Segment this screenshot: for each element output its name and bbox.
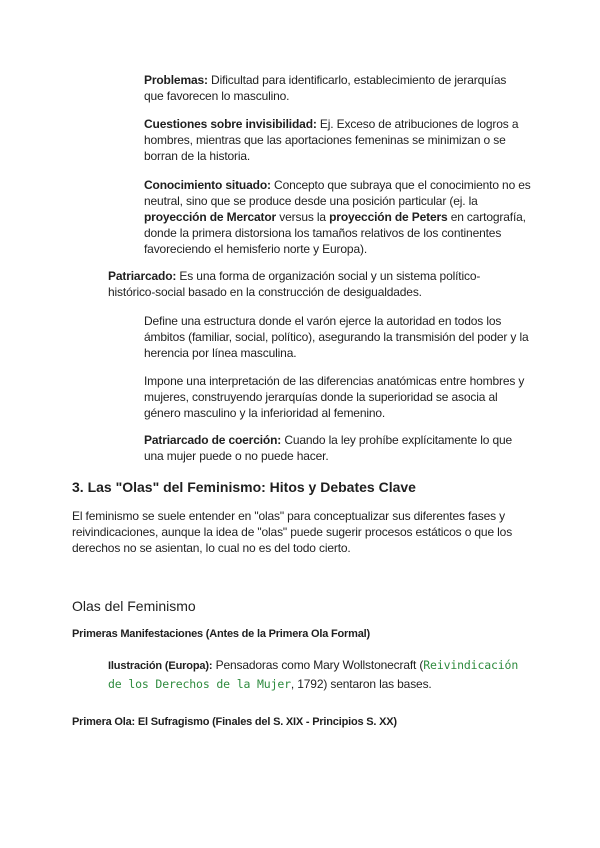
impone-paragraph xyxy=(144,373,530,421)
ilustracion-text-1: Pensadoras como Mary Wollstonecraft ( xyxy=(215,658,424,672)
define-paragraph xyxy=(144,313,530,361)
primeras-manifestaciones-title: Primeras Manifestaciones (Antes de la Primera Ola Formal) xyxy=(72,628,370,640)
problemas-text: Dificultad para identificarlo, establecimiento de jerarquías que favorecen lo masculino. xyxy=(144,73,507,103)
patriarcado-text: Es una forma de organización social y un sistema político-histórico-social basado en la construcción de desigualdades. xyxy=(108,269,481,299)
ilustracion-label: Ilustración (Europa): xyxy=(108,660,213,672)
cuestiones-text: Ej. Exceso de atribuciones de logros a hombres, mientras que las aportaciones femeninas se minimizan o se borran de la historia. xyxy=(144,117,519,163)
section-3-intro xyxy=(72,508,530,556)
coercion-text: Cuando la ley prohíbe explícitamente lo que una mujer puede o no puede hacer. xyxy=(144,433,513,463)
patriarcado-label: Patriarcado: xyxy=(108,269,177,283)
cuestiones-label: Cuestiones sobre invisibilidad: xyxy=(144,117,317,131)
reivindicacion-title: Reivindicación de los Derechos de la Mujer xyxy=(108,658,519,691)
define-text: Define una estructura donde el varón ejerce la autoridad en todos los ámbitos (familiar, social, político), asegurando la transmisión del poder y la herencia por línea masculina. xyxy=(144,314,529,360)
impone-text: Impone una interpretación de las diferencias anatómicas entre hombres y mujeres, construyendo jerarquías donde la superioridad se asocia al género masculino y la inferioridad al femenino. xyxy=(144,374,525,420)
ilustracion-paragraph xyxy=(108,656,532,693)
patriarcado-paragraph xyxy=(108,268,508,300)
peters-term: proyección de Peters xyxy=(329,210,448,224)
primera-ola-title: Primera Ola: El Sufragismo (Finales del S. XIX - Principios S. XX) xyxy=(72,716,397,728)
section-3-intro-text: El feminismo se suele entender en "olas" para conceptualizar sus diferentes fases y reivindicaciones, aunque la idea de "olas" puede sugerir procesos estáticos o que los derechos no se asientan, lo cual no es del todo cierto. xyxy=(72,509,513,555)
mercator-term: proyección de Mercator xyxy=(144,210,277,224)
conocimiento-text-3: en cartografía, donde la primera distorsiona los tamaños relativos de los continentes favoreciendo el hemisferio norte y Europa). xyxy=(144,210,526,256)
conocimiento-paragraph xyxy=(144,177,532,257)
conocimiento-text-2: versus la xyxy=(279,210,326,224)
coercion-label: Patriarcado de coerción: xyxy=(144,433,282,447)
cuestiones-paragraph xyxy=(144,116,530,164)
problemas-paragraph xyxy=(144,72,528,104)
olas-title: Olas del Feminismo xyxy=(72,598,196,614)
ilustracion-text-2: , 1792) sentaron las bases. xyxy=(290,677,432,691)
coercion-paragraph xyxy=(144,432,530,464)
conocimiento-label: Conocimiento situado: xyxy=(144,178,271,192)
problemas-label: Problemas: xyxy=(144,73,208,87)
conocimiento-text-1: Concepto que subraya que el conocimiento no es neutral, sino que se produce desde una posición particular (ej. la xyxy=(144,178,531,208)
section-3-title: 3. Las "Olas" del Feminismo: Hitos y Debates Clave xyxy=(72,479,416,495)
